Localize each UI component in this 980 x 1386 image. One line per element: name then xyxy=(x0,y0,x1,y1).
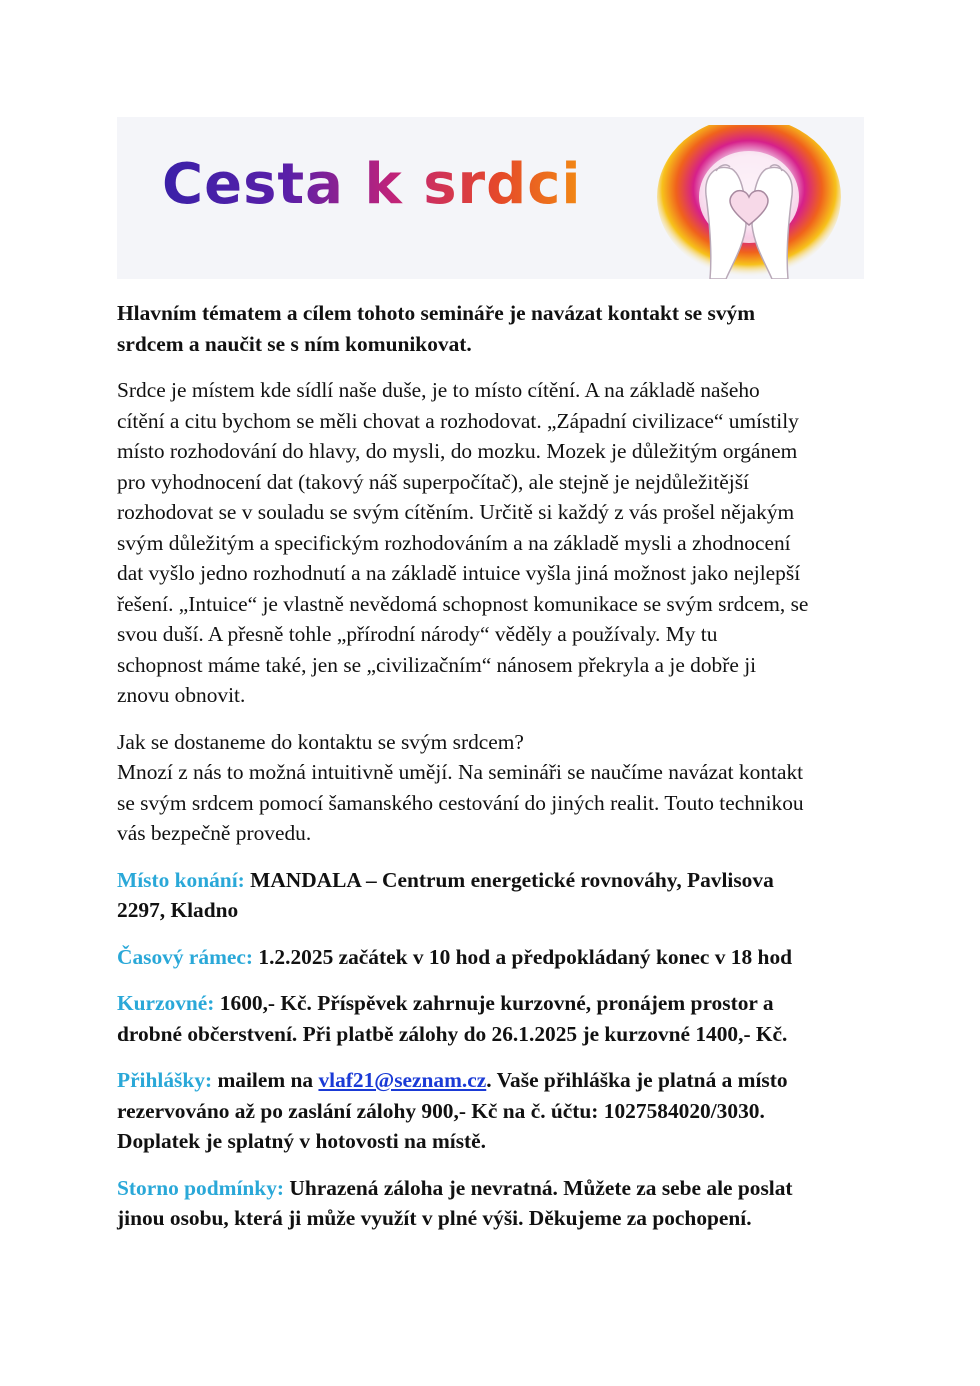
intro-line: srdcem a naučit se s ním komunikovat. xyxy=(117,331,472,356)
body-line: pro vyhodnocení dat (takový náš superpočítač), ale stejně je nejdůležitější xyxy=(117,469,749,494)
cancellation-label: Storno podmínky: xyxy=(117,1175,285,1200)
registration-text: rezervováno až po zaslání zálohy 900,- Kč na č. účtu: 1027584020/3030. xyxy=(117,1098,765,1123)
body-line: místo rozhodování do hlavy, do mysli, do mozku. Mozek je důležitým orgánem xyxy=(117,439,798,463)
body-line: schopnost máme také, jen se „civilizačním“ nánosem překryla a je dobře ji xyxy=(117,652,757,677)
question-line: vás bezpečně provedu. xyxy=(117,821,312,845)
body-line: znovu obnovit. xyxy=(117,683,246,707)
body-line: řešení. „Intuice“ je vlastně nevědomá schopnost komunikace se svým srdcem, se xyxy=(117,591,809,616)
cancellation-text: Uhrazená záloha je nevratná. Můžete za sebe ale poslat xyxy=(289,1175,793,1200)
document-body xyxy=(117,298,867,1250)
fee-label: Kurzovné: xyxy=(117,991,215,1015)
body-line: svým důležitým a specifickým rozhodováním a na základě mysli a zhodnocení xyxy=(117,530,791,555)
question-line: Mnozí z nás to možná intuitivně umějí. Na semináři se naučíme navázat kontakt xyxy=(117,760,804,784)
registration-text: . Vaše přihláška je platná a místo xyxy=(486,1068,788,1092)
body-line: dat vyšlo jedno rozhodnutí a na základě intuice vyšla jiná možnost jako nejlepší xyxy=(117,561,801,585)
fee-text: 1600,- Kč. Příspěvek zahrnuje kurzovné, pronájem prostor a xyxy=(219,991,774,1015)
email-link[interactable]: vlaf21@seznam.cz xyxy=(318,1068,487,1092)
fee-info xyxy=(117,988,867,1049)
body-line: Srdce je místem kde sídlí naše duše, je to místo cítění. A na základě našeho xyxy=(117,378,760,402)
question-paragraph xyxy=(117,727,867,849)
registration-label: Přihlášky: xyxy=(117,1068,213,1092)
fee-text: drobné občerstvení. Při platbě zálohy do 26.1.2025 je kurzovné 1400,- Kč. xyxy=(117,1021,788,1046)
time-info xyxy=(117,942,867,973)
question-line: Jak se dostaneme do kontaktu se svým srdcem? xyxy=(117,729,524,754)
venue-text: MANDALA – Centrum energetické rovnováhy, Pavlisova xyxy=(250,867,774,892)
banner-title: Cesta k srdci xyxy=(162,152,582,217)
cancellation-text: jinou osobu, která ji může využít v plné výši. Děkujeme za pochopení. xyxy=(117,1206,752,1230)
venue-info xyxy=(117,865,867,926)
hands-holding-heart-icon xyxy=(654,125,844,279)
intro-line: Hlavním tématem a cílem tohoto semináře je navázat kontakt se svým xyxy=(117,301,756,325)
body-line: cítění a citu bychom se měli chovat a rozhodovat. „Západní civilizace“ umístily xyxy=(117,408,799,433)
body-line: rozhodovat se v souladu se svým cítěním. Určitě si každý z vás prošel nějakým xyxy=(117,500,795,524)
header-banner xyxy=(117,117,864,279)
venue-text: 2297, Kladno xyxy=(117,898,239,922)
question-line: se svým srdcem pomocí šamanského cestování do jiných realit. Touto technikou xyxy=(117,790,804,815)
registration-prefix: mailem na xyxy=(217,1068,314,1092)
time-label: Časový rámec: xyxy=(117,944,254,969)
intro-paragraph xyxy=(117,298,867,359)
registration-info xyxy=(117,1065,867,1157)
time-text: 1.2.2025 začátek v 10 hod a předpokládaný konec v 18 hod xyxy=(258,944,793,969)
registration-text: Doplatek je splatný v hotovosti na místě. xyxy=(117,1129,486,1153)
venue-label: Místo konání: xyxy=(117,867,245,892)
cancellation-info xyxy=(117,1173,867,1234)
body-line: svou duší. A přesně tohle „přírodní národy“ věděly a používaly. My tu xyxy=(117,622,718,646)
body-paragraph xyxy=(117,375,867,711)
